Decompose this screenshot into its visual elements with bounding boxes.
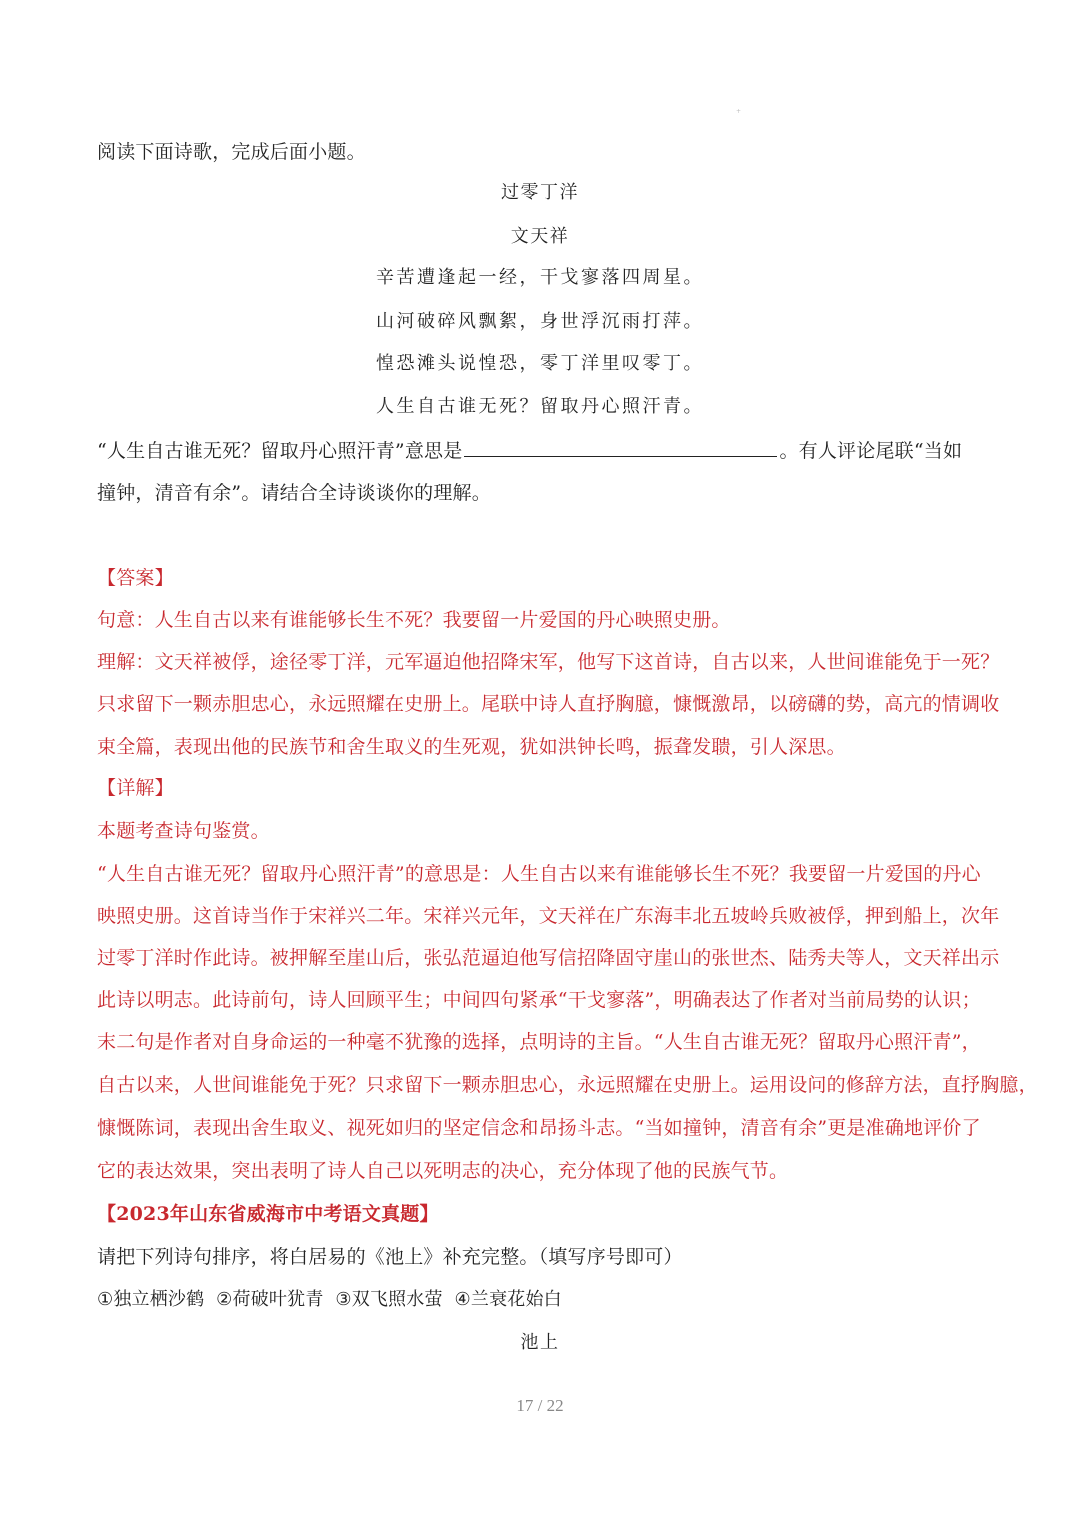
explanation-heading: 【详解】 <box>97 777 174 799</box>
next-question-options: ①独立栖沙鹤 ②荷破叶犹青 ③双飞照水萤 ④兰衰花始白 <box>97 1289 562 1310</box>
answer-heading: 【答案】 <box>97 567 174 589</box>
intro-text: 阅读下面诗歌，完成后面小题。 <box>97 141 366 163</box>
explanation-line: 此诗以明志。此诗前句，诗人回顾平生；中间四句紧承“干戈寥落”，明确表达了作者对当前局势的认识； <box>97 989 981 1011</box>
explanation-line: 自古以来，人世间谁能免于死？只求留下一颗赤胆忠心，永远照耀在史册上。运用设问的修辞方法，直抒胸臆， <box>97 1074 1038 1096</box>
explanation-line: 过零丁洋时作此诗。被押解至崖山后，张弘范逼迫他写信招降固守崖山的张世杰、陆秀夫等人，文天祥出示 <box>97 947 1000 969</box>
poem-line: 人生自古谁无死？留取丹心照汗青。 <box>376 396 704 417</box>
question-line-2: 撞钟，清音有余”。请结合全诗谈谈你的理解。 <box>97 482 491 504</box>
answer-understanding-line: 束全篇，表现出他的民族节和舍生取义的生死观，犹如洪钟长鸣，振聋发聩，引人深思。 <box>97 736 846 758</box>
answer-blank[interactable] <box>464 436 777 457</box>
next-question-prompt: 请把下列诗句排序，将白居易的《池上》补充完整。（填写序号即可） <box>97 1246 683 1268</box>
answer-understanding-line: 理解：文天祥被俘，途径零丁洋，元军逼迫他招降宋军，他写下这首诗，自古以来，人世间谁能免于一死？ <box>97 651 1000 673</box>
question-text-before-blank: “人生自古谁无死？留取丹心照汗青”意思是 <box>97 440 463 462</box>
explanation-line: 慷慨陈词，表现出舍生取义、视死如归的坚定信念和昂扬斗志。“当如撞钟，清音有余”更是准确地评价了 <box>97 1117 981 1139</box>
page-number: 17 / 22 <box>516 1396 564 1415</box>
answer-understanding-line: 只求留下一颗赤胆忠心，永远照耀在史册上。尾联中诗人直抒胸臆，慷慨激昂，以磅礴的势，高亢的情调收 <box>97 693 1000 715</box>
answer-meaning: 句意：人生自古以来有谁能够长生不死？我要留一片爱国的丹心映照史册。 <box>97 609 731 631</box>
question-line-1 <box>97 436 962 463</box>
explanation-line: 末二句是作者对自身命运的一种毫不犹豫的选择，点明诗的主旨。“人生自古谁无死？留取丹心照汗青”， <box>97 1031 981 1053</box>
poem-title: 过零丁洋 <box>501 182 579 203</box>
poem-author: 文天祥 <box>510 226 570 247</box>
stray-mark: + <box>736 108 742 115</box>
explanation-line: “人生自古谁无死？留取丹心照汗青”的意思是：人生自古以来有谁能够长生不死？我要留一片爱国的丹心 <box>97 863 981 885</box>
explanation-topic: 本题考查诗句鉴赏。 <box>97 820 270 842</box>
poem-line: 辛苦遭逢起一经，干戈寥落四周星。 <box>376 267 704 288</box>
question-text-after-blank: 。有人评论尾联“当如 <box>779 440 963 462</box>
poem-line: 惶恐滩头说惶恐，零丁洋里叹零丁。 <box>376 353 704 374</box>
next-question-source: 【2023年山东省威海市中考语文真题】 <box>97 1203 439 1225</box>
explanation-line: 映照史册。这首诗当作于宋祥兴二年。宋祥兴元年，文天祥在广东海丰北五坡岭兵败被俘，押到船上，次年 <box>97 905 1000 927</box>
explanation-line: 它的表达效果，突出表明了诗人自己以死明志的决心，充分体现了他的民族气节。 <box>97 1160 789 1182</box>
poem-line: 山河破碎风飘絮，身世浮沉雨打萍。 <box>376 311 704 332</box>
next-poem-title: 池上 <box>520 1332 560 1353</box>
